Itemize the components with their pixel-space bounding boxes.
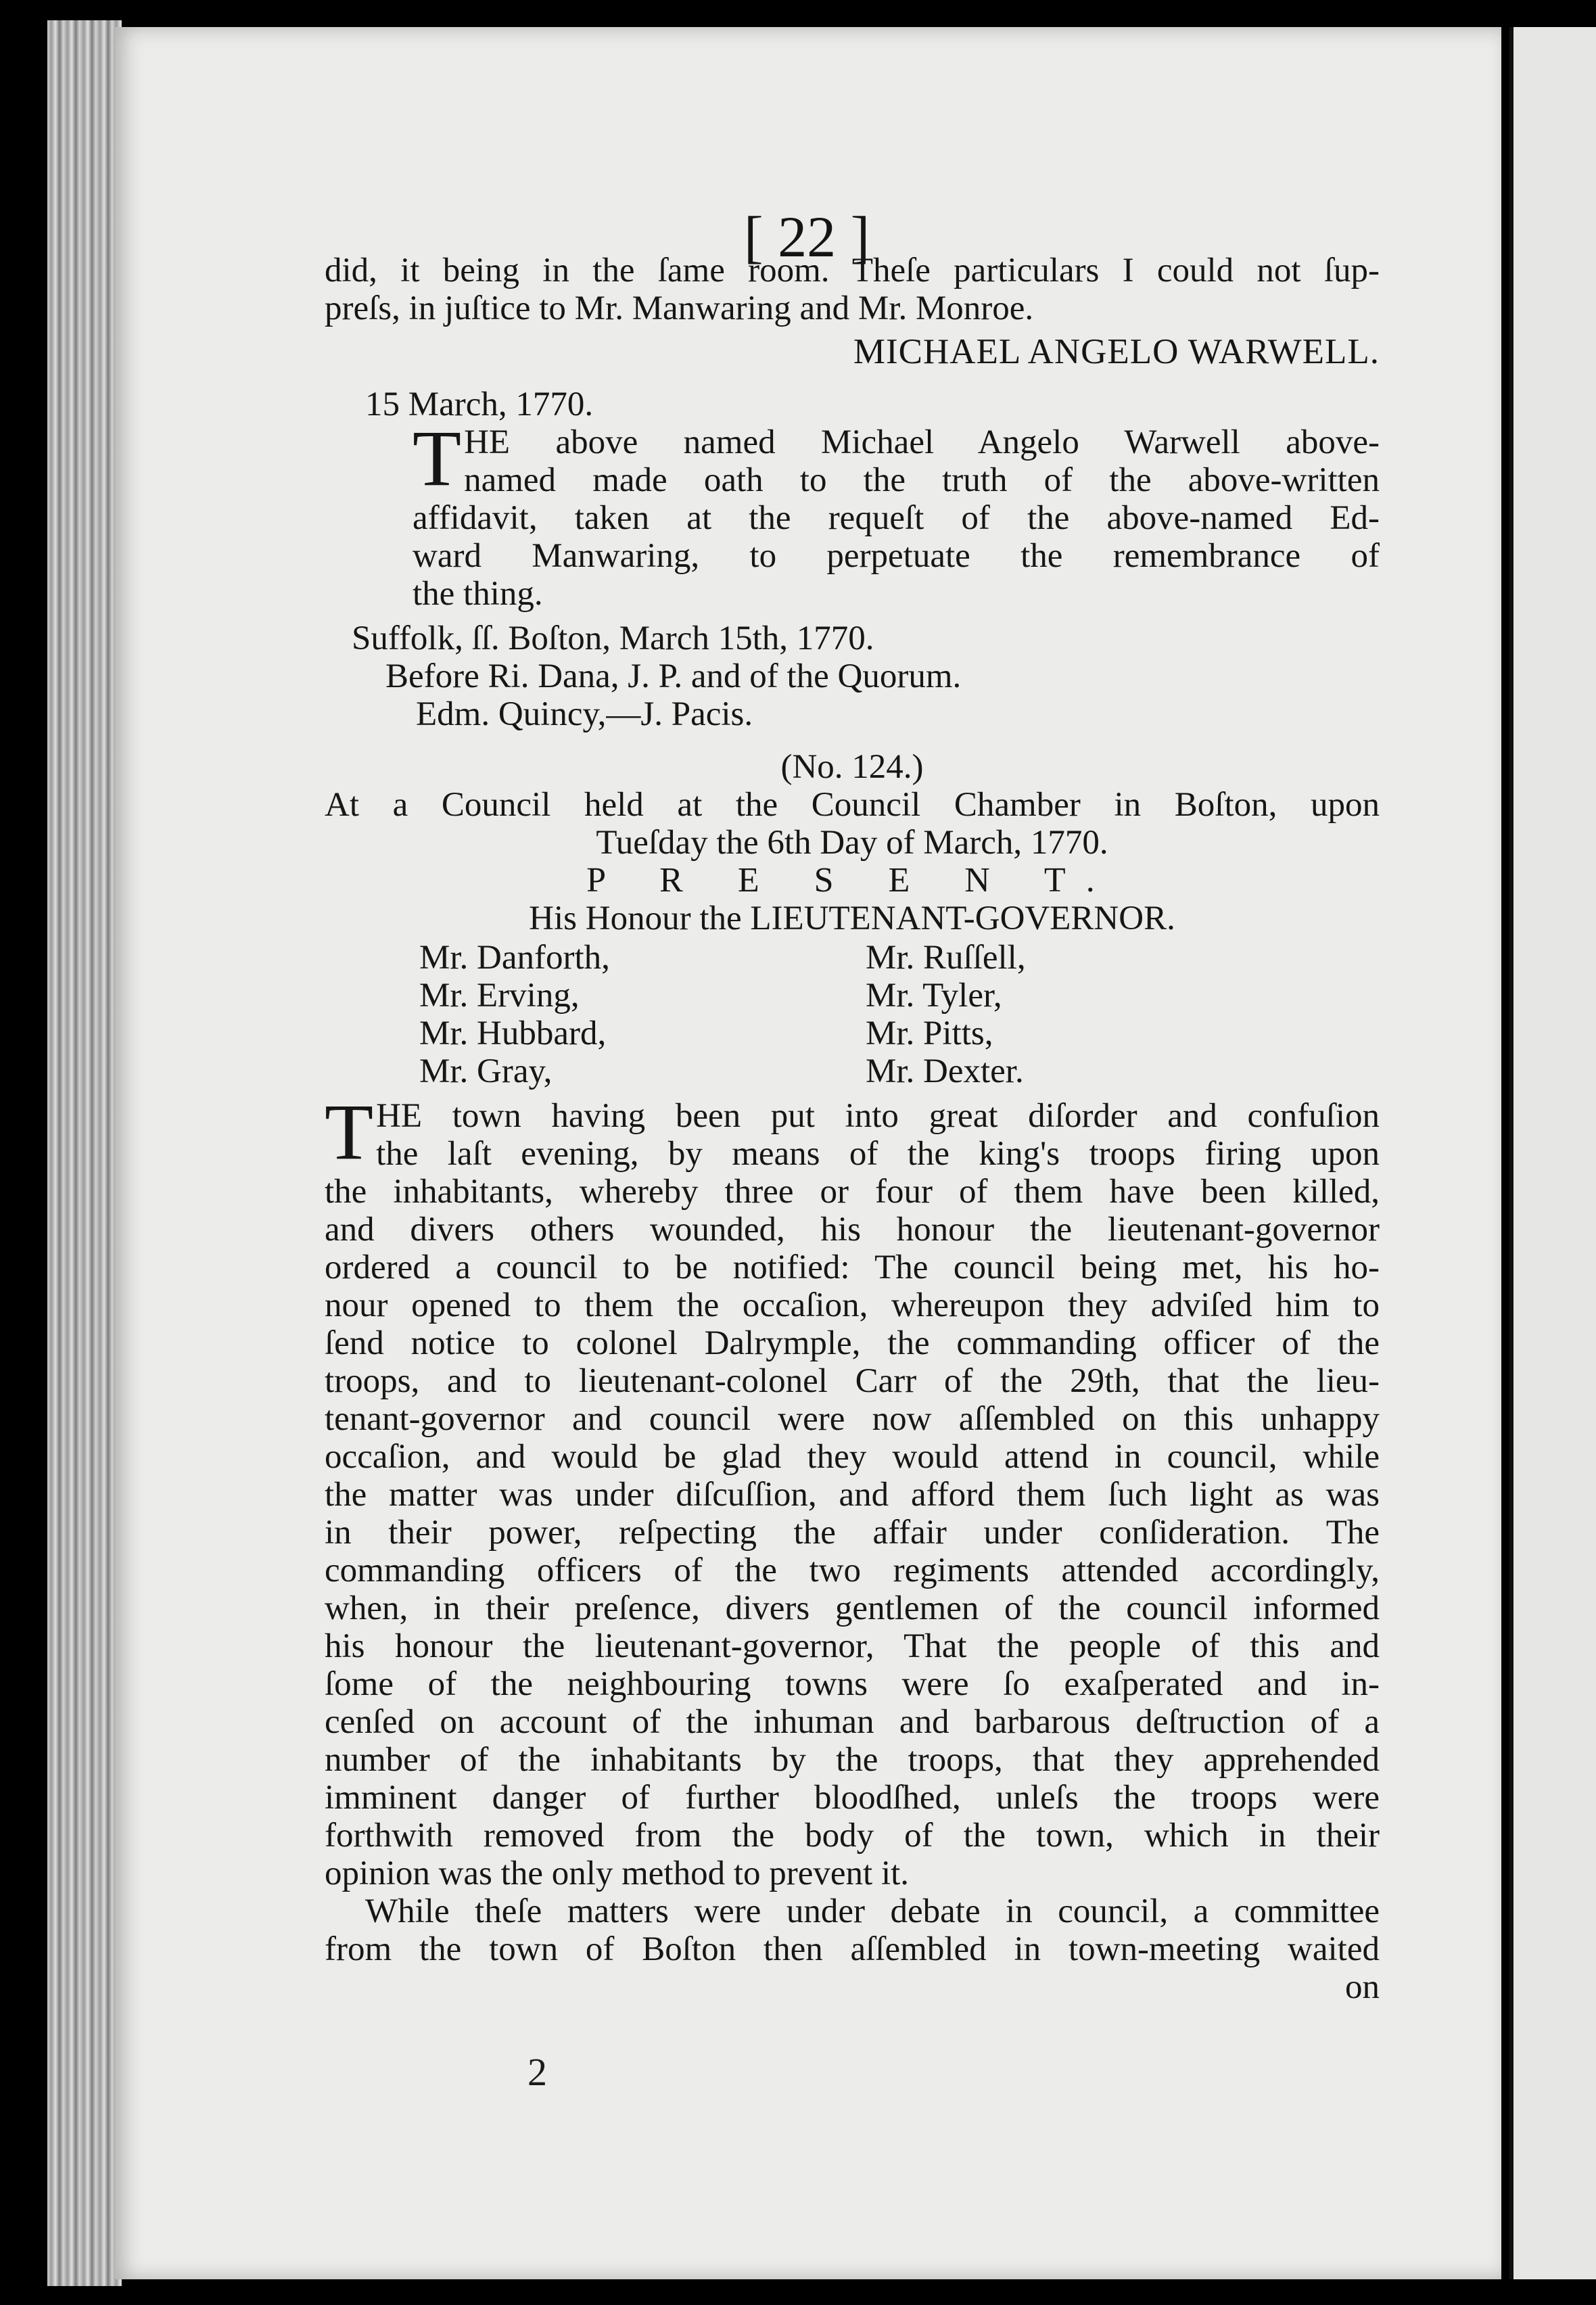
present-heading: P R E S E N T. — [586, 861, 1118, 900]
minutes-line: ſend notice to colonel Dalrymple, the commanding officer of the — [325, 1324, 1380, 1362]
minutes-line: occaſion, and would be glad they would attend in council, while — [325, 1438, 1380, 1476]
member-right: Mr. Pitts, — [866, 1015, 993, 1052]
affidavit-line: preſs, in juſtice to Mr. Manwaring and Mr. Monroe. — [325, 289, 1034, 327]
drop-cap: T — [325, 1088, 374, 1176]
minutes-line: troops, and to lieutenant-colonel Carr of the 29th, that the lieu- — [325, 1362, 1380, 1400]
council-members — [325, 939, 1380, 1090]
minutes-line: imminent danger of further bloodſhed, unleſs the troops were — [325, 1779, 1380, 1817]
page-number: [ 22 ] — [744, 204, 870, 269]
affidavit-signature: MICHAEL ANGELO WARWELL. — [853, 332, 1380, 371]
member-right: Mr. Tyler, — [866, 977, 1002, 1015]
minutes-line: HE town having been put into great diſorder and confuſion — [376, 1097, 1380, 1135]
oath-second-justice: Edm. Quincy,—J. Pacis. — [416, 695, 753, 733]
member-left: Mr. Hubbard, — [419, 1015, 607, 1052]
presiding-officer: His Honour the LIEUTENANT-GOVERNOR. — [529, 900, 1175, 937]
signature-mark: 2 — [527, 2050, 547, 2094]
minutes-line: opinion was the only method to prevent it. — [325, 1855, 910, 1892]
minutes-line: his honour the lieutenant-governor, That the people of this and — [325, 1627, 1380, 1665]
oath-line: named made oath to the truth of the above-written — [464, 461, 1380, 499]
council-heading-line: At a Council held at the Council Chamber in Boſton, upon — [325, 786, 1380, 824]
oath-venue: Suffolk, ſſ. Boſton, March 15th, 1770. — [352, 620, 874, 657]
catchword: on — [1345, 1968, 1380, 2006]
member-left: Mr. Gray, — [419, 1052, 553, 1090]
member-right: Mr. Dexter. — [866, 1052, 1024, 1090]
oath-paragraph — [325, 414, 1380, 613]
minutes-line: when, in their preſence, divers gentlemen of the council informed — [325, 1589, 1380, 1627]
minutes-line: the inhabitants, whereby three or four of them have been killed, — [325, 1173, 1380, 1211]
page-edges — [47, 20, 122, 2286]
page-text — [325, 252, 1380, 2006]
oath-line: affidavit, taken at the requeſt of the above-named Ed- — [413, 499, 1380, 537]
drop-cap: T — [413, 414, 462, 503]
minutes-line: nour opened to them the occaſion, whereupon they adviſed him to — [325, 1286, 1380, 1324]
oath-date: 15 March, 1770. — [365, 386, 594, 423]
oath-line: HE above named Michael Angelo Warwell above- — [464, 423, 1380, 461]
minutes-line: in their power, reſpecting the affair under conſideration. The — [325, 1514, 1380, 1552]
member-left: Mr. Danforth, — [419, 939, 610, 977]
affidavit-line: did, it being in the ſame room. Theſe particulars I could not ſup- — [325, 252, 1380, 289]
minutes-line: the matter was under diſcuſſion, and afford them ſuch light as was — [325, 1476, 1380, 1514]
minutes-line: cenſed on account of the inhuman and barbarous deſtruction of a — [325, 1703, 1380, 1741]
oath-before: Before Ri. Dana, J. P. and of the Quorum. — [385, 657, 962, 695]
minutes-line: the laſt evening, by means of the king's troops firing upon — [376, 1135, 1380, 1173]
facing-page-strip — [1509, 27, 1596, 2279]
council-heading-line: Tueſday the 6th Day of March, 1770. — [596, 824, 1108, 862]
council-minutes-paragraph — [325, 1088, 1380, 1892]
minutes-line: forthwith removed from the body of the town, which in their — [325, 1817, 1380, 1855]
second-paragraph-line: While theſe matters were under debate in council, a committee — [365, 1892, 1380, 1930]
minutes-line: tenant-governor and council were now aſſembled on this unhappy — [325, 1400, 1380, 1438]
oath-line: the thing. — [413, 575, 543, 613]
minutes-line: commanding officers of the two regiments attended accordingly, — [325, 1552, 1380, 1589]
document-number: (No. 124.) — [780, 748, 924, 786]
minutes-line: ordered a council to be notified: The council being met, his ho- — [325, 1249, 1380, 1286]
minutes-line: ſome of the neighbouring towns were ſo exaſperated and in- — [325, 1665, 1380, 1703]
member-left: Mr. Erving, — [419, 977, 580, 1015]
second-paragraph-line: from the town of Boſton then aſſembled in town-meeting waited — [325, 1930, 1380, 1968]
minutes-line: and divers others wounded, his honour the lieutenant-governor — [325, 1211, 1380, 1249]
member-right: Mr. Ruſſell, — [866, 939, 1026, 977]
oath-line: ward Manwaring, to perpetuate the remembrance of — [413, 537, 1380, 575]
minutes-line: number of the inhabitants by the troops, that they apprehended — [325, 1741, 1380, 1779]
